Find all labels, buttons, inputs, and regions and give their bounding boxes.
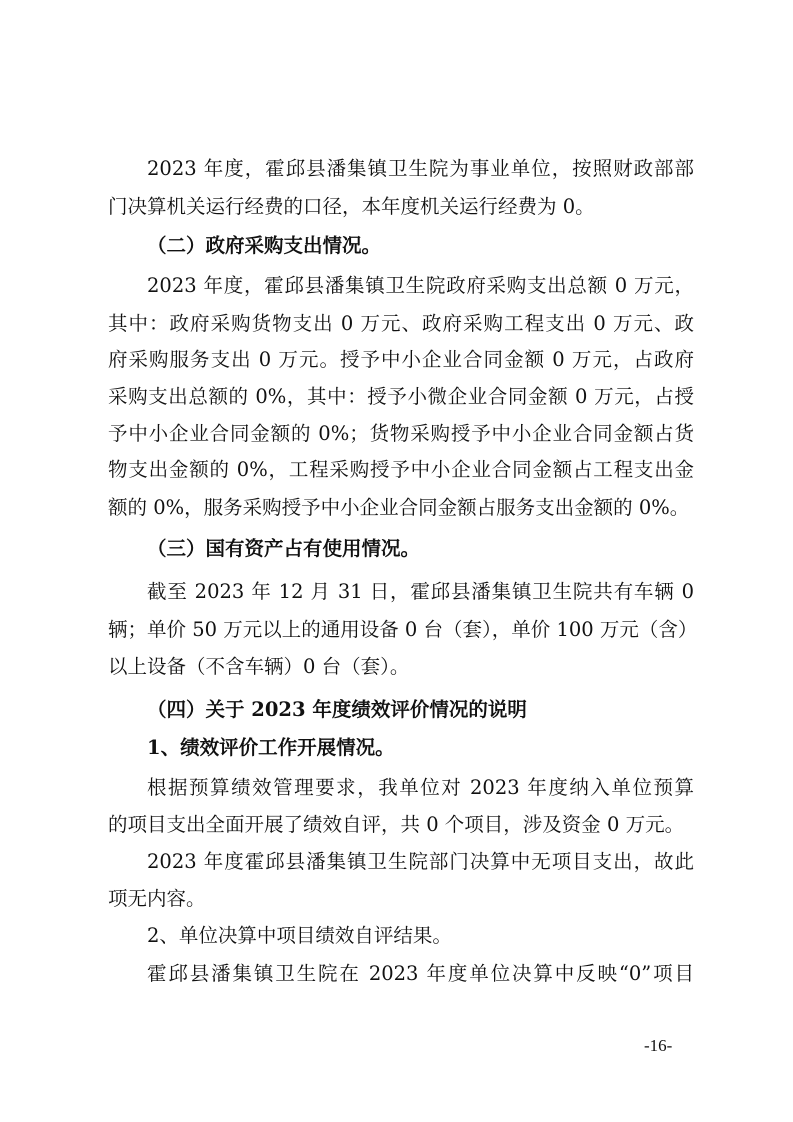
paragraph-line: 根据预算绩效管理要求，我单位对 2023 年度纳入单位预算: [147, 776, 694, 799]
paragraph-line: 2023 年度，霍邱县潘集镇卫生院政府采购支出总额 0 万元，: [147, 274, 694, 297]
paragraph-line: 以上设备（不含车辆）0 台（套）。: [108, 655, 410, 678]
paragraph-line: 霍邱县潘集镇卫生院在 2023 年度单位决算中反映“0”项目: [147, 962, 694, 985]
paragraph-line: 其中：政府采购货物支出 0 万元、政府采购工程支出 0 万元、政: [108, 312, 694, 335]
paragraph-line: 门决算机关运行经费的口径，本年度机关运行经费为 0。: [108, 195, 595, 218]
section-heading: （四）关于 2023 年度绩效评价情况的说明: [147, 698, 527, 721]
section-heading: （二）政府采购支出情况。: [147, 234, 382, 257]
subsection-heading: 1、绩效评价工作开展情况。: [147, 736, 395, 759]
paragraph-line: 采购支出总额的 0%，其中：授予小微企业合同金额 0 万元，占授: [108, 385, 694, 408]
paragraph-line: 府采购服务支出 0 万元。授予中小企业合同金额 0 万元，占政府: [108, 348, 694, 371]
paragraph-line: 2023 年度，霍邱县潘集镇卫生院为事业单位，按照财政部部: [147, 157, 694, 180]
paragraph-line: 予中小企业合同金额的 0%；货物采购授予中小企业合同金额占货: [108, 422, 694, 445]
page-number: -16-: [644, 1036, 673, 1055]
paragraph-line: 截至 2023 年 12 月 31 日，霍邱县潘集镇卫生院共有车辆 0: [147, 580, 694, 603]
paragraph-line: 辆；单价 50 万元以上的通用设备 0 台（套），单价 100 万元（含）: [108, 618, 698, 641]
subsection-heading: 2、单位决算中项目绩效自评结果。: [147, 924, 452, 947]
paragraph-line: 额的 0%，服务采购授予中小企业合同金额占服务支出金额的 0%。: [108, 496, 690, 519]
paragraph-line: 物支出金额的 0%，工程采购授予中小企业合同金额占工程支出金: [108, 458, 694, 481]
paragraph-line: 2023 年度霍邱县潘集镇卫生院部门决算中无项目支出，故此: [147, 850, 694, 873]
section-heading: （三）国有资产占有使用情况。: [147, 537, 421, 560]
paragraph-line: 的项目支出全面开展了绩效自评，共 0 个项目，涉及资金 0 万元。: [108, 813, 685, 836]
paragraph-line: 项无内容。: [108, 887, 206, 910]
